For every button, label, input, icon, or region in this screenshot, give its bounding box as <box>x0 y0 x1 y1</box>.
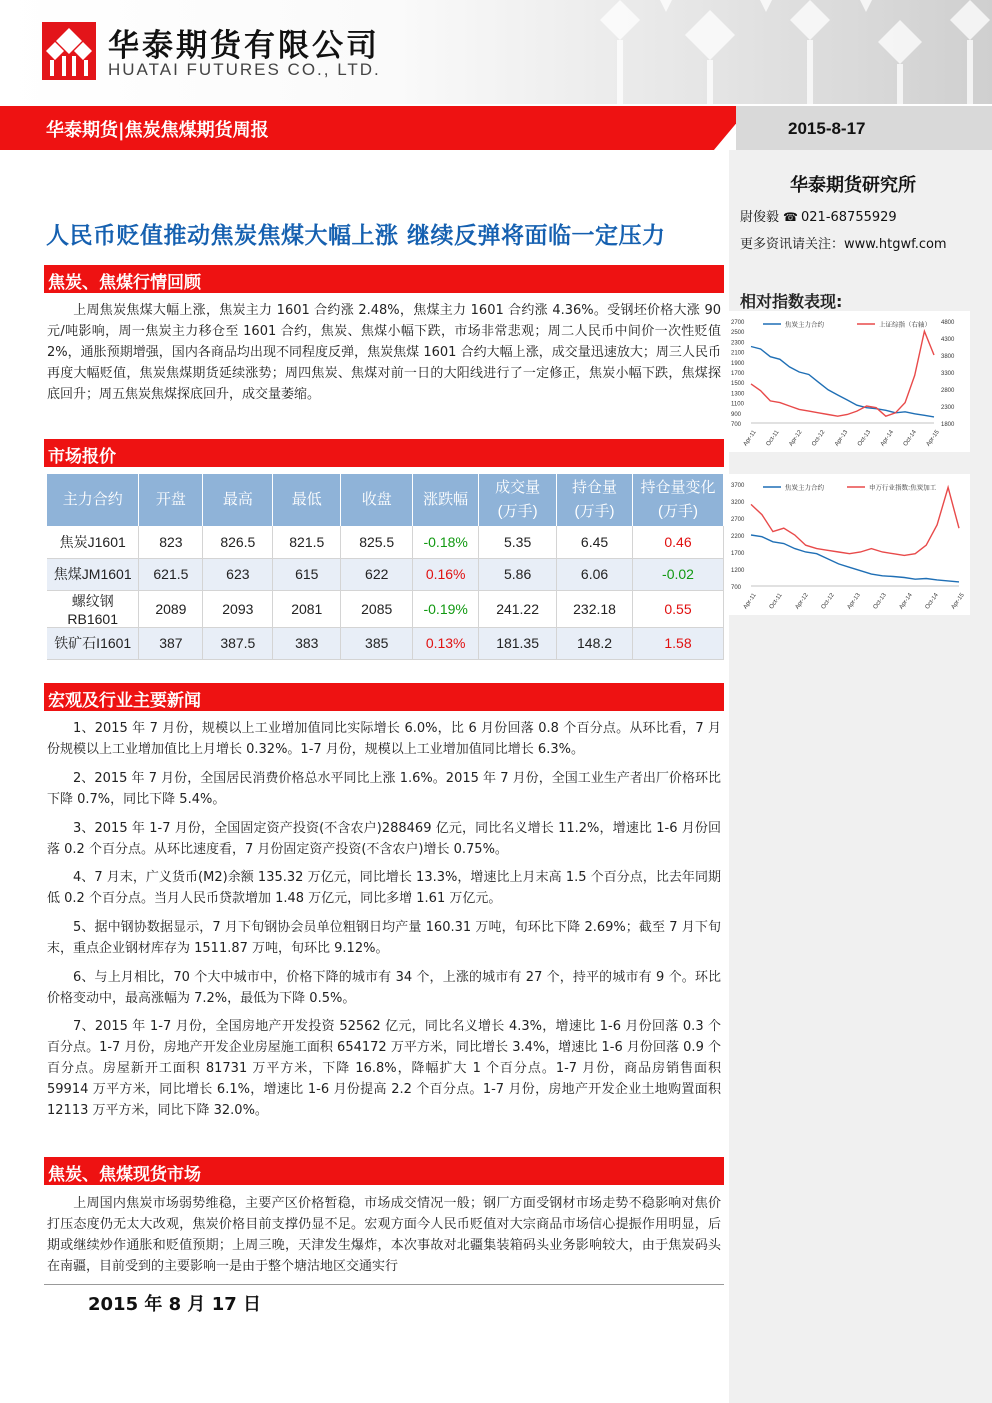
news-item <box>47 1016 721 1121</box>
quote-cell: 615 <box>273 558 341 590</box>
x-tick-label: Oct-13 <box>872 592 888 611</box>
col-header-line: 持仓量变化 <box>640 479 716 496</box>
news-item <box>47 917 721 959</box>
quote-cell: -0.18% <box>413 526 479 558</box>
col-header-line: 成交量 <box>495 479 541 496</box>
quote-row <box>47 526 724 558</box>
legend-label: 申万行业指数:焦炭加工 <box>869 483 937 492</box>
review-paragraph <box>47 300 721 405</box>
news-text: 5、据中钢协数据显示，7 月下旬钢协会员单位粗钢日均产量 160.31 万吨，旬环比下降 2.69%；截至 7 月下旬末，重点企业钢材库存为 1511.87 万吨，旬环比 9.12%。 <box>47 920 721 956</box>
quote-row <box>47 590 724 627</box>
news-item <box>47 718 721 760</box>
news-text: 2、2015 年 7 月份，全国居民消费价格总水平同比上涨 1.6%。2015 年 7 月份，全国工业生产者出厂价格环比下降 0.7%，同比下降 5.4%。 <box>47 771 721 807</box>
y-tick-label: 2700 <box>731 320 745 326</box>
spot-paragraph <box>47 1193 721 1277</box>
section-title-news: 宏观及行业主要新闻 <box>48 691 201 711</box>
chart-2-svg <box>729 474 970 615</box>
y-tick-label: 700 <box>731 422 742 428</box>
quote-cell: 623 <box>203 558 273 590</box>
x-tick-label: Oct-11 <box>768 592 784 611</box>
news-text: 3、2015 年 1-7 月份，全国固定资产投资(不含农户)288469 亿元，同比名义增长 11.2%，增速比 1-6 月份回落 0.2 个百分点。从环比速度看，7 月份固定资产投资(不含农户)增长 0.75%。 <box>47 821 721 857</box>
quote-row <box>47 558 724 590</box>
quote-cell: 0.16% <box>413 558 479 590</box>
news-text: 1、2015 年 7 月份，规模以上工业增加值同比实际增长 6.0%，比 6 月份回落 0.8 个百分点。从环比看，7 月份规模以上工业增加值比上月增长 0.32%。1-7 月份，规模以上工业增加值同比增长 6.3%。 <box>47 721 721 757</box>
contract-name: 焦煤JM1601 <box>47 558 139 590</box>
x-tick-label: Oct-11 <box>765 429 781 448</box>
quote-cell: 2081 <box>273 590 341 627</box>
quote-cell: 621.5 <box>139 558 203 590</box>
y-tick-label: 1700 <box>731 371 745 377</box>
y-tick-label: 1300 <box>731 391 745 398</box>
section-title-spot: 焦炭、焦煤现货市场 <box>48 1165 201 1185</box>
analyst-phone: 021-68755929 <box>801 210 897 225</box>
y-tick-label: 2300 <box>731 340 745 347</box>
col-header-line: 持仓量 <box>572 479 618 496</box>
series-line <box>751 487 959 555</box>
quote-cell: 823 <box>139 526 203 558</box>
header-decoration <box>560 0 992 104</box>
contract-name: 螺纹钢RB1601 <box>47 590 139 627</box>
quote-cell: 0.55 <box>633 590 724 627</box>
col-header <box>557 474 633 526</box>
y2-tick-label: 2300 <box>941 405 955 411</box>
quote-cell: 825.5 <box>341 526 413 558</box>
y2-tick-label: 1800 <box>941 422 955 428</box>
x-tick-label: Apr-13 <box>846 592 862 611</box>
y-tick-label: 2100 <box>731 350 745 357</box>
quote-cell: 0.13% <box>413 627 479 659</box>
col-header-line: (万手) <box>658 503 698 520</box>
phone-icon: ☎ <box>783 210 798 224</box>
x-tick-label: Apr-15 <box>950 592 966 611</box>
quote-cell: 821.5 <box>273 526 341 558</box>
x-tick-label: Oct-12 <box>811 429 827 448</box>
x-tick-label: Apr-11 <box>742 429 758 448</box>
col-header: 收盘 <box>341 474 413 526</box>
footer-date: 2015 年 8 月 17 日 <box>88 1294 262 1315</box>
y-tick-label: 3700 <box>731 483 745 489</box>
legend-label: 上证综指（右轴） <box>879 320 931 329</box>
quote-cell: 232.18 <box>557 590 633 627</box>
news-item <box>47 768 721 810</box>
website-link[interactable]: www.htgwf.com <box>844 237 947 252</box>
quote-cell: 181.35 <box>479 627 557 659</box>
chart-1-svg <box>729 311 970 452</box>
x-tick-label: Apr-14 <box>879 429 896 448</box>
y-tick-label: 3200 <box>731 500 745 506</box>
section-title-review: 焦炭、焦煤行情回顾 <box>48 273 201 293</box>
quote-cell: 622 <box>341 558 413 590</box>
legend-label: 焦炭主力合约 <box>785 320 824 329</box>
page-header <box>0 0 992 104</box>
contract-name: 焦炭J1601 <box>47 526 139 558</box>
x-tick-label: Apr-14 <box>898 592 914 611</box>
report-title: 华泰期货|焦炭焦煤期货周报 <box>46 120 269 141</box>
quote-cell: 0.46 <box>633 526 724 558</box>
x-tick-label: Oct-14 <box>924 592 940 611</box>
quote-cell: 6.45 <box>557 526 633 558</box>
x-tick-label: Apr-15 <box>925 429 941 448</box>
x-tick-label: Apr-11 <box>742 592 758 611</box>
y-tick-label: 1100 <box>731 401 744 408</box>
news-item <box>47 867 721 909</box>
x-tick-label: Apr-12 <box>794 592 810 611</box>
y-tick-label: 1500 <box>731 381 745 388</box>
spot-text: 上周国内焦炭市场弱势维稳，主要产区价格暂稳，市场成交情况一般；钢厂方面受钢材市场走势不稳影响对焦价打压态度仍无太大改观，焦炭价格目前支撑仍显不足。宏观方面今人民币贬值对大宗商品市场信心提振作用明显，后期或继续炒作通胀和贬值预期；上周三晚，天津发生爆炸，本次事故对北疆集装箱码头业务影响较大，由于焦炭码头在南疆，目前受到的主要影响一是由于整个塘沽地区交通实行 <box>47 1196 721 1274</box>
quote-cell: 148.2 <box>557 627 633 659</box>
quote-cell: 826.5 <box>203 526 273 558</box>
quote-cell: 2093 <box>203 590 273 627</box>
news-item <box>47 818 721 860</box>
quote-cell: 241.22 <box>479 590 557 627</box>
quote-cell: 385 <box>341 627 413 659</box>
y-tick-label: 1700 <box>731 551 745 557</box>
legend-label: 焦炭主力合约 <box>785 483 824 492</box>
col-header: 最高 <box>203 474 273 526</box>
contract-name: 铁矿石I1601 <box>47 627 139 659</box>
y-tick-label: 2500 <box>731 330 745 337</box>
col-header <box>479 474 557 526</box>
y2-tick-label: 3300 <box>941 371 955 377</box>
y-tick-label: 900 <box>731 411 742 418</box>
quote-cell: 2089 <box>139 590 203 627</box>
y2-tick-label: 4300 <box>941 337 955 343</box>
quote-cell: 387.5 <box>203 627 273 659</box>
quote-cell: 5.86 <box>479 558 557 590</box>
col-header-line: (万手) <box>574 503 615 520</box>
quote-cell: 5.35 <box>479 526 557 558</box>
quote-cell: 1.58 <box>633 627 724 659</box>
y2-tick-label: 2800 <box>941 388 955 394</box>
more-info <box>740 233 947 252</box>
institute-name: 华泰期货研究所 <box>790 175 916 196</box>
quote-cell: 383 <box>273 627 341 659</box>
quote-table-header <box>47 474 724 526</box>
col-header: 最低 <box>273 474 341 526</box>
y-tick-label: 1200 <box>731 568 745 574</box>
y2-tick-label: 4800 <box>941 320 955 326</box>
col-header: 涨跌幅 <box>413 474 479 526</box>
quote-cell: 6.06 <box>557 558 633 590</box>
company-name-en: HUATAI FUTURES CO., LTD. <box>108 60 381 79</box>
y-tick-label: 1900 <box>731 360 745 367</box>
col-header <box>633 474 724 526</box>
y-tick-label: 2200 <box>731 534 745 540</box>
col-header: 主力合约 <box>47 474 139 526</box>
quote-cell: -0.02 <box>633 558 724 590</box>
analyst-contact <box>740 206 897 225</box>
company-name-cn: 华泰期货有限公司 <box>108 28 380 64</box>
analyst-name: 尉俊毅 <box>740 210 780 225</box>
quote-cell: -0.19% <box>413 590 479 627</box>
col-header: 开盘 <box>139 474 203 526</box>
series-line <box>751 347 934 417</box>
section-bar-quotes <box>44 439 724 467</box>
company-logo <box>42 22 96 80</box>
col-header-line: (万手) <box>497 503 538 520</box>
chart-coke-vs-sw-index <box>729 474 970 615</box>
x-tick-label: Oct-12 <box>820 592 836 611</box>
review-text: 上周焦炭焦煤大幅上涨，焦炭主力 1601 合约涨 2.48%，焦煤主力 1601 合约涨 4.36%。受钢坯价格大涨 90 元/吨影响，周一焦炭主力移仓至 1601 合约，焦炭、焦煤小幅下跌，市场非常悲观；周二人民币中间价一次性贬值 2%，通胀预期增强，国内各商品均出现不同程度反弹，焦炭焦煤 1601 合约大幅上涨，成交量迅速放大；周三人民币再度大幅贬值，焦炭焦煤期货延续涨势；周四焦炭、焦煤对前一日的大阳线进行了一定修正，焦炭小幅下跌，焦煤探底回升；周五焦炭焦煤探底回升，成交量萎缩。 <box>47 303 721 402</box>
quote-table <box>47 474 724 660</box>
footer-divider <box>44 1284 724 1285</box>
more-info-label: 更多资讯请关注： <box>740 237 845 252</box>
series-line <box>751 331 934 416</box>
chart-coke-vs-sse <box>729 311 970 452</box>
report-date: 2015-8-17 <box>788 119 866 138</box>
section-title-quotes: 市场报价 <box>48 447 116 467</box>
quote-row <box>47 627 724 659</box>
news-text: 4、7 月末，广义货币(M2)余额 135.32 万亿元，同比增长 13.3%，增速比上月末高 1.5 个百分点，比去年同期低 0.2 个百分点。当月人民币贷款增加 1.48 万亿元，同比多增 1.61 万亿元。 <box>47 870 721 906</box>
quote-cell: 387 <box>139 627 203 659</box>
y2-tick-label: 3800 <box>941 354 955 360</box>
x-tick-label: Oct-14 <box>902 429 918 448</box>
x-tick-label: Apr-13 <box>834 429 850 448</box>
news-text: 6、与上月相比，70 个大中城市中，价格下降的城市有 34 个，上涨的城市有 27 个，持平的城市有 9 个。环比价格变动中，最高涨幅为 7.2%，最低为下降 0.5%。 <box>47 970 721 1006</box>
y-tick-label: 2700 <box>731 517 745 523</box>
news-item <box>47 967 721 1009</box>
x-tick-label: Apr-12 <box>788 429 804 448</box>
y-tick-label: 700 <box>731 585 742 591</box>
quote-cell: 2085 <box>341 590 413 627</box>
main-title: 人民币贬值推动焦炭焦煤大幅上涨 继续反弹将面临一定压力 <box>46 223 666 249</box>
news-text: 7、2015 年 1-7 月份，全国房地产开发投资 52562 亿元，同比名义增长 4.3%，增速比 1-6 月份回落 0.3 个百分点。1-7 月份，房地产开发企业房屋施工面积 654172 万平方米，同比增长 3.4%，增速比 1-6 月份回落 0.9 个百分点。房屋新开工面积 81731 万平方米，下降 16.8%，降幅扩大 1 个百分点。1-7 月份，商品房销售面积 59914 万平方米，同比增长 6.1%，增速比 1-6 月份提高 2.2 个百分点。1-7 月份，房地产开发企业土地购置面积 12113 万平方米，同比下降 32.0%。 <box>47 1019 721 1118</box>
x-tick-label: Oct-13 <box>856 429 873 448</box>
index-performance-title: 相对指数表现: <box>740 292 843 311</box>
